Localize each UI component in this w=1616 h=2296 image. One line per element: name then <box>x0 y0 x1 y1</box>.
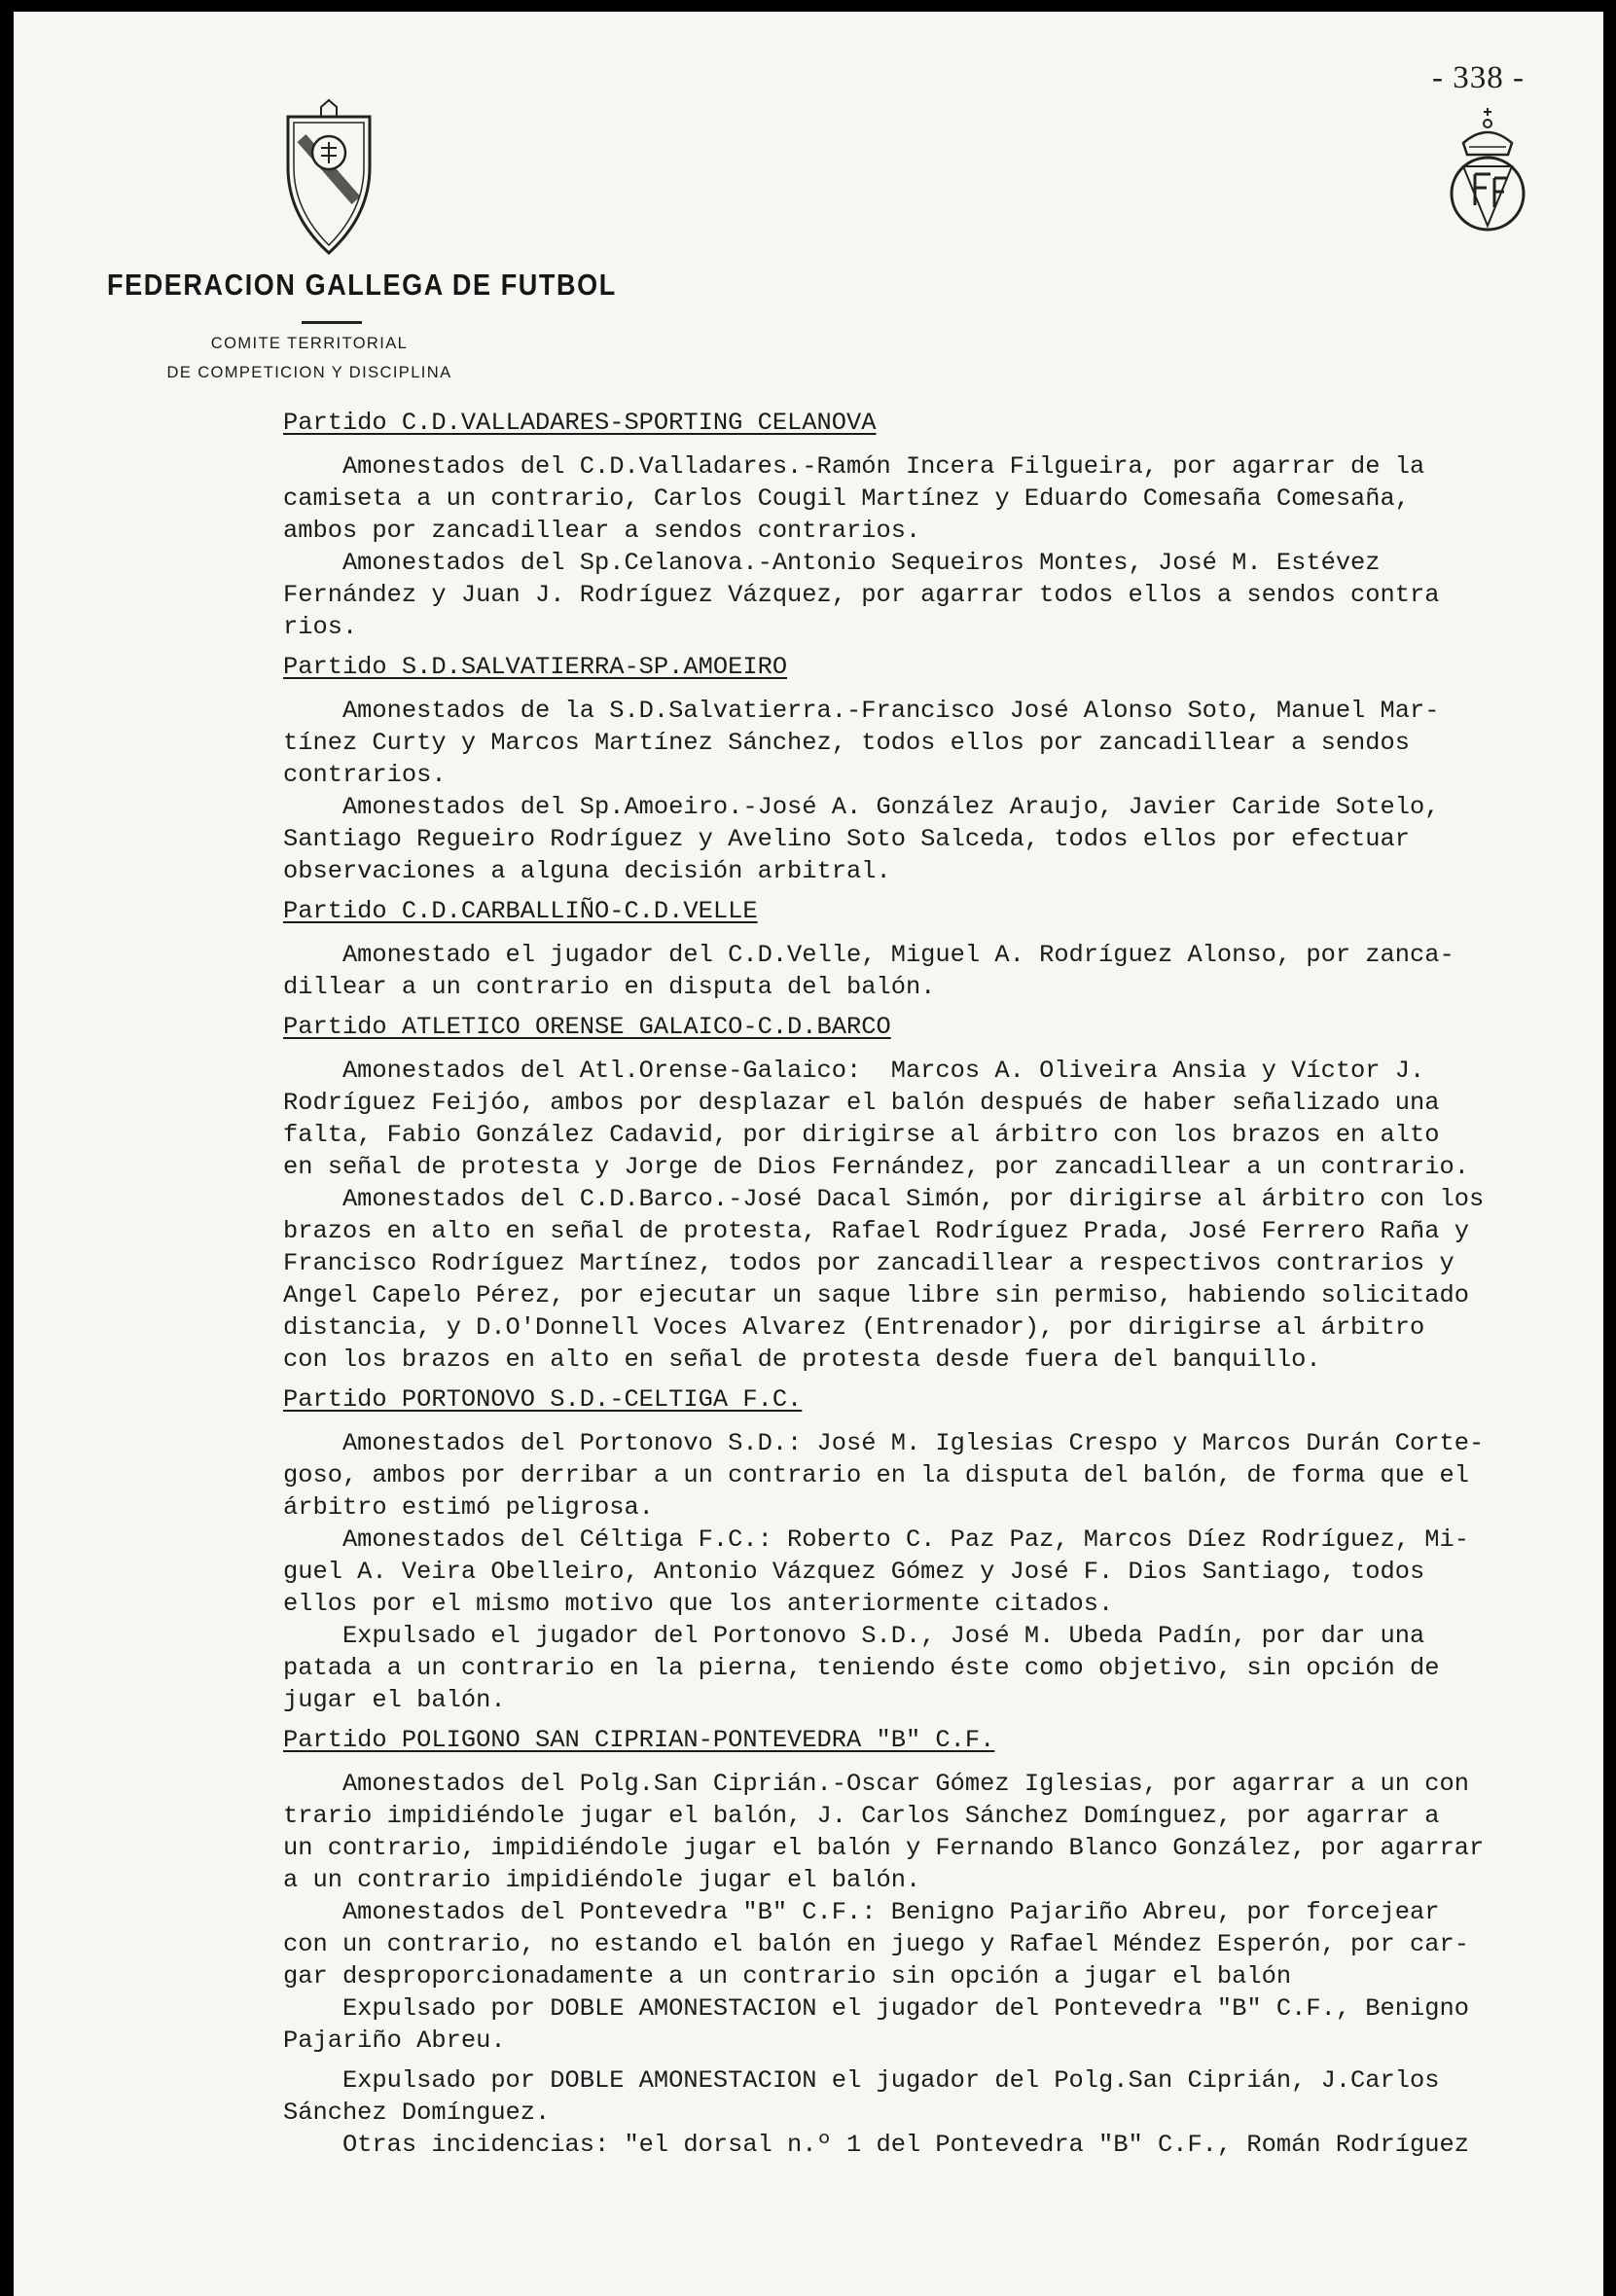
match-heading <box>283 1724 1603 1756</box>
report-text-line: falta, Fabio González Cadavid, por dirigirse al árbitro con los brazos en alto <box>283 1121 1440 1149</box>
report-text-line: Pajariño Abreu. <box>283 2027 506 2055</box>
report-text-line: trario impidiéndole jugar el balón, J. Carlos Sánchez Domínguez, por agarrar a <box>283 1802 1440 1830</box>
report-text-line: Amonestados del Pontevedra "B" C.F.: Benigno Pajariño Abreu, por forcejear <box>283 1898 1440 1926</box>
organization-name: FEDERACION GALLEGA DE FUTBOL <box>107 269 617 302</box>
galician-federation-shield-logo <box>282 99 376 255</box>
report-text-line: con los brazos en alto en señal de protesta desde fuera del banquillo. <box>283 1345 1321 1374</box>
report-text-line: distancia, y D.O'Donnell Voces Alvarez (Entrenador), por dirigirse al árbitro <box>283 1313 1425 1342</box>
report-text-line: camiseta a un contrario, Carlos Cougil Martínez y Eduardo Comesaña Comesaña, <box>283 484 1411 513</box>
report-text-line: rios. <box>283 613 358 641</box>
disciplinary-report-body <box>283 407 1603 2161</box>
report-text-line: con un contrario, no estando el balón en juego y Rafael Méndez Esperón, por car- <box>283 1930 1469 1958</box>
report-text-line: Amonestados del Atl.Orense-Galaico: Marcos A. Oliveira Ansia y Víctor J. <box>283 1057 1425 1085</box>
report-text-line: Fernández y Juan J. Rodríguez Vázquez, por agarrar todos ellos a sendos contra <box>283 581 1440 609</box>
report-text-line: Amonestado el jugador del C.D.Velle, Miguel A. Rodríguez Alonso, por zanca- <box>283 941 1454 969</box>
report-text-line: Amonestados del C.D.Barco.-José Dacal Simón, por dirigirse al árbitro con los <box>283 1185 1485 1213</box>
match-heading <box>283 407 1603 439</box>
match-heading <box>283 1011 1603 1043</box>
report-text-line: Amonestados del Céltiga F.C.: Roberto C. Paz Paz, Marcos Díez Rodríguez, Mi- <box>283 1525 1469 1554</box>
match-heading-text: Partido PORTONOVO S.D.-CELTIGA F.C. <box>283 1385 803 1414</box>
line-gap <box>283 1716 1603 1724</box>
report-text-line: Sánchez Domínguez. <box>283 2099 551 2127</box>
line-gap <box>283 1416 1603 1427</box>
report-text-line: a un contrario impidiéndole jugar el balón. <box>283 1866 921 1894</box>
line-gap <box>283 887 1603 895</box>
match-heading <box>283 895 1603 927</box>
line-gap <box>283 439 1603 450</box>
match-heading-text: Partido POLIGONO SAN CIPRIAN-PONTEVEDRA "B" C.F. <box>283 1726 995 1754</box>
report-text-line: contrarios. <box>283 761 447 789</box>
report-text-line: gar desproporcionadamente a un contrario sin opción a jugar el balón <box>283 1962 1292 1991</box>
report-text-line: Amonestados de la S.D.Salvatierra.-Francisco José Alonso Soto, Manuel Mar- <box>283 697 1440 725</box>
report-text-line: Expulsado el jugador del Portonovo S.D., José M. Ubeda Padín, por dar una <box>283 1622 1425 1650</box>
report-text-line: observaciones a alguna decisión arbitral. <box>283 857 891 885</box>
page-number: - 338 - <box>1432 60 1525 95</box>
report-text-line: dillear a un contrario en disputa del balón. <box>283 973 936 1001</box>
report-text-line: Amonestados del C.D.Valladares.-Ramón Incera Filgueira, por agarrar de la <box>283 452 1425 481</box>
line-gap <box>283 683 1603 695</box>
header-divider <box>302 321 362 324</box>
report-text-line: patada a un contrario en la pierna, teniendo éste como objetivo, sin opción de <box>283 1654 1440 1682</box>
report-text-line: jugar el balón. <box>283 1686 506 1714</box>
match-heading-text: Partido S.D.SALVATIERRA-SP.AMOEIRO <box>283 653 788 681</box>
report-text-line: Rodríguez Feijóo, ambos por desplazar el balón después de haber señalizado una <box>283 1089 1440 1117</box>
spanish-federation-crown-emblem <box>1444 104 1531 235</box>
report-text-line: Amonestados del Sp.Amoeiro.-José A. González Araujo, Javier Caride Sotelo, <box>283 793 1440 821</box>
line-gap <box>283 1043 1603 1055</box>
report-text-line: Expulsado por DOBLE AMONESTACION el jugador del Polg.San Ciprián, J.Carlos <box>283 2066 1440 2095</box>
match-heading <box>283 1383 1603 1416</box>
report-text-line: ellos por el mismo motivo que los anteriormente citados. <box>283 1590 1114 1618</box>
match-heading <box>283 651 1603 683</box>
report-text-line: Amonestados del Portonovo S.D.: José M. Iglesias Crespo y Marcos Durán Corte- <box>283 1429 1485 1457</box>
line-gap <box>283 927 1603 939</box>
line-gap <box>283 1003 1603 1011</box>
report-text-line: Expulsado por DOBLE AMONESTACION el jugador del Pontevedra "B" C.F., Benigno <box>283 1994 1469 2023</box>
report-text-line: Francisco Rodríguez Martínez, todos por zancadillear a respectivos contrarios y <box>283 1249 1454 1277</box>
report-text-line: Otras incidencias: "el dorsal n.º 1 del Pontevedra "B" C.F., Román Rodríguez <box>283 2131 1469 2159</box>
document-page <box>14 12 1603 2296</box>
report-text-line: guel A. Veira Obelleiro, Antonio Vázquez Gómez y José F. Dios Santiago, todos <box>283 1558 1425 1586</box>
report-text-line: Santiago Regueiro Rodríguez y Avelino Soto Salceda, todos ellos por efectuar <box>283 825 1411 853</box>
report-text-line: ambos por zancadillear a sendos contrarios. <box>283 517 921 545</box>
committee-name-line-1: COMITE TERRITORIAL <box>210 335 409 352</box>
report-text-line: brazos en alto en señal de protesta, Rafael Rodríguez Prada, José Ferrero Raña y <box>283 1217 1469 1245</box>
report-text-line: goso, ambos por derribar a un contrario en la disputa del balón, de forma que el <box>283 1461 1469 1489</box>
report-text-line: en señal de protesta y Jorge de Dios Fernández, por zancadillear a un contrario. <box>283 1153 1469 1181</box>
line-gap <box>283 2057 1603 2064</box>
line-gap <box>283 643 1603 651</box>
report-text-line: árbitro estimó peligrosa. <box>283 1493 654 1522</box>
line-gap <box>283 1376 1603 1383</box>
match-heading-text: Partido C.D.CARBALLIÑO-C.D.VELLE <box>283 897 758 925</box>
report-text-line: tínez Curty y Marcos Martínez Sánchez, todos ellos por zancadillear a sendos <box>283 729 1411 757</box>
report-text-line: Amonestados del Sp.Celanova.-Antonio Sequeiros Montes, José M. Estévez <box>283 549 1381 577</box>
report-text-line: un contrario, impidiéndole jugar el balón y Fernando Blanco González, por agarrar <box>283 1834 1485 1862</box>
report-text-line: Amonestados del Polg.San Ciprián.-Oscar Gómez Iglesias, por agarrar a un con <box>283 1770 1469 1798</box>
match-heading-text: Partido ATLETICO ORENSE GALAICO-C.D.BARCO <box>283 1013 891 1041</box>
line-gap <box>283 1756 1603 1768</box>
match-heading-text: Partido C.D.VALLADARES-SPORTING CELANOVA <box>283 409 877 437</box>
committee-name-line-2: DE COMPETICION Y DISCIPLINA <box>166 364 452 381</box>
report-text-line: Angel Capelo Pérez, por ejecutar un saque libre sin permiso, habiendo solicitado <box>283 1281 1469 1309</box>
